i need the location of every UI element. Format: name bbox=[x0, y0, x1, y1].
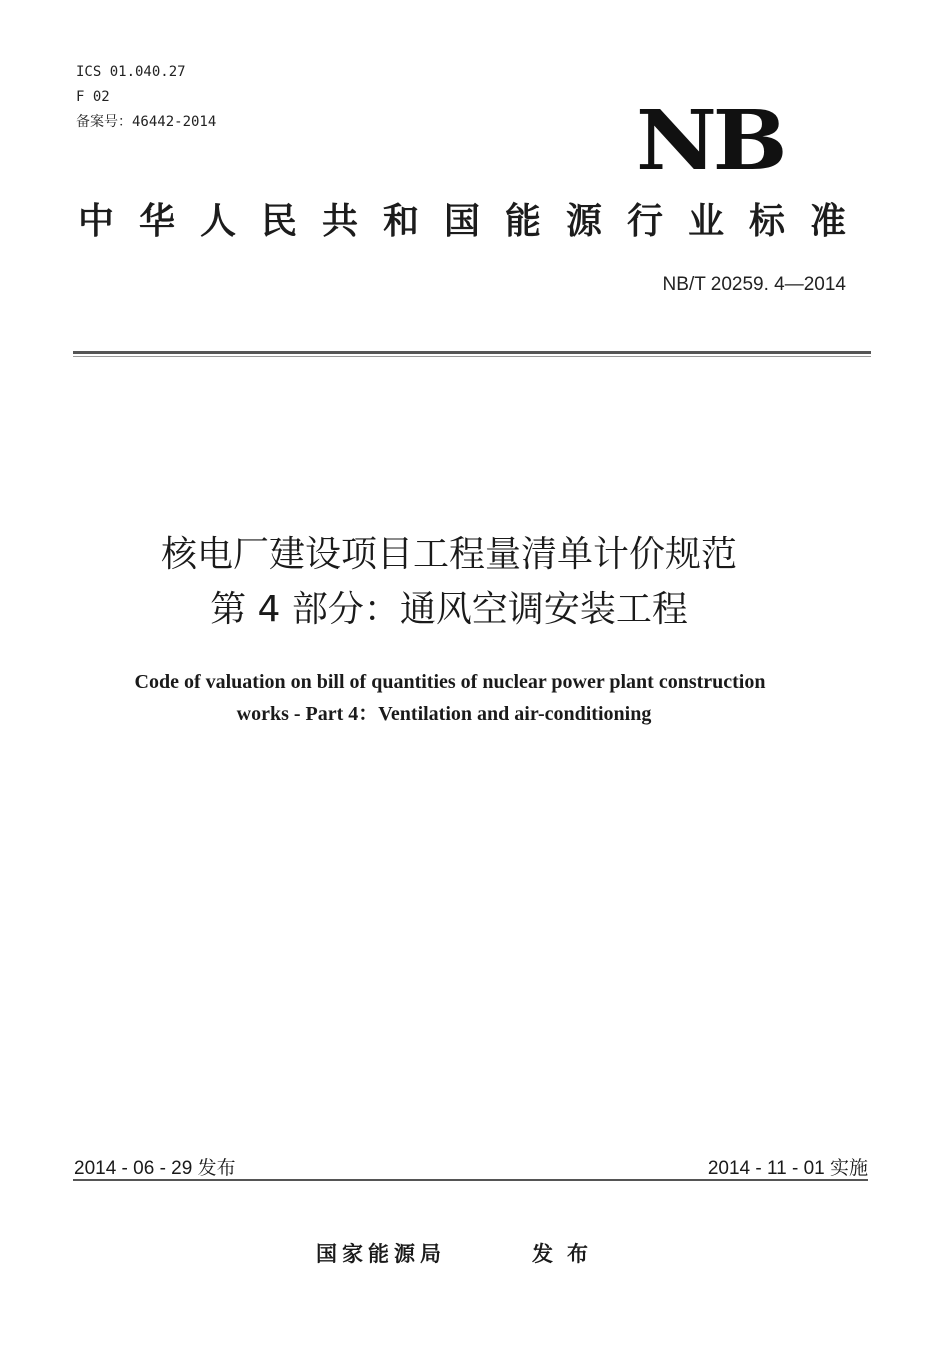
issue-date: 2014 - 06 - 29 发布 bbox=[74, 1158, 236, 1179]
category-code: F 02 bbox=[76, 89, 110, 105]
record-number: 备案号：46442-2014 bbox=[76, 114, 217, 130]
implement-date: 2014 - 11 - 01 实施 bbox=[707, 1158, 868, 1179]
publisher-name: 国家能源局 bbox=[316, 1242, 446, 1266]
title-en-line1: Code of valuation on bill of quantities of nuclear power plant construction bbox=[134, 671, 766, 693]
publish-label: 发布 bbox=[532, 1242, 602, 1266]
header-divider bbox=[73, 351, 871, 354]
ics-code: ICS 01.040.27 bbox=[76, 64, 186, 80]
title-cn-line2: 第 4 部分：通风空调安装工程 bbox=[210, 589, 688, 630]
org-title: 中华人民共和国能源行业标准 bbox=[78, 201, 872, 242]
nb-logo: NB bbox=[636, 93, 784, 189]
header-divider-thin bbox=[73, 356, 871, 357]
title-cn-line1: 核电厂建设项目工程量清单计价规范 bbox=[160, 534, 737, 575]
footer-divider bbox=[73, 1179, 868, 1181]
document-meta bbox=[76, 60, 216, 135]
standard-number: NB/T 20259. 4—2014 bbox=[662, 274, 846, 295]
title-en-line2: works - Part 4：Ventilation and air-conditioning bbox=[236, 703, 652, 725]
